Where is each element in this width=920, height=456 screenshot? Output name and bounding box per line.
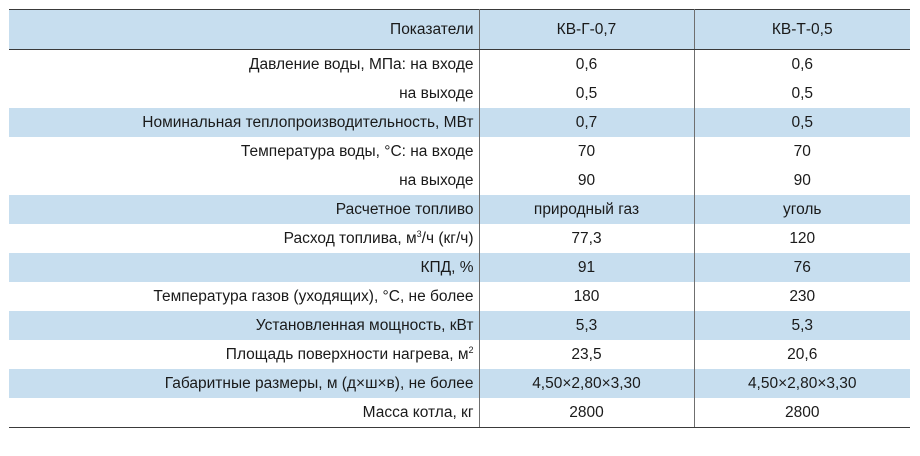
row-label-text: Установленная мощность, кВт — [255, 317, 474, 334]
row-label-suffix: /ч (кг/ч) — [421, 230, 474, 247]
row-label — [9, 79, 479, 108]
row-label-text: Площадь поверхности нагрева, м — [225, 346, 469, 363]
table-row — [9, 398, 910, 428]
cell-kv-t: 0,5 — [791, 85, 814, 102]
cell-kv-t: 4,50×2,80×3,30 — [694, 369, 910, 398]
row-label-text: на выходе — [399, 85, 474, 102]
row-label-text: на выходе — [399, 172, 474, 189]
row-label — [9, 137, 479, 166]
header-kv-t: КВ-Т-0,5 — [694, 10, 910, 50]
row-label — [9, 108, 479, 137]
cell-kv-g: 70 — [479, 137, 694, 166]
table-row — [9, 224, 910, 253]
table-row — [9, 340, 910, 369]
row-label — [9, 369, 479, 398]
row-label — [9, 166, 479, 195]
cell-kv-g: 0,6 — [479, 50, 694, 80]
cell-kv-t: 2800 — [694, 398, 910, 428]
cell-kv-t: 5,3 — [694, 311, 910, 340]
header-parameter: Показатели — [9, 10, 479, 50]
row-label-text: Давление воды, МПа: на входе — [249, 56, 474, 73]
row-label — [9, 311, 479, 340]
cell-kv-g: 90 — [479, 166, 694, 195]
table-row — [9, 137, 910, 166]
boiler-spec-table — [9, 9, 910, 428]
table-row — [9, 282, 910, 311]
header-kv-g: КВ-Г-0,7 — [479, 10, 694, 50]
table-row — [9, 195, 910, 224]
cell-kv-g: 23,5 — [479, 340, 694, 369]
table-row — [9, 108, 910, 137]
table-row — [9, 253, 910, 282]
cell-kv-t: 20,6 — [787, 346, 818, 363]
row-label-text: Расчетное топливо — [335, 201, 474, 218]
row-label — [9, 340, 479, 369]
row-label — [9, 195, 479, 224]
cell-kv-g: 77,3 — [479, 224, 694, 253]
cell-kv-g: природный газ — [479, 195, 694, 224]
row-label-superscript: 2 — [468, 345, 474, 355]
cell-kv-g: 180 — [479, 282, 694, 311]
cell-kv-g: 2800 — [479, 398, 694, 428]
cell-kv-t: 76 — [694, 253, 910, 282]
cell-kv-g: 0,5 — [479, 79, 694, 108]
row-label — [9, 253, 479, 282]
cell-kv-t: 90 — [793, 172, 811, 189]
row-label-text: Масса котла, кг — [362, 404, 474, 421]
cell-kv-t: 120 — [789, 230, 816, 247]
row-label-text: Температура газов (уходящих), °С, не более — [153, 288, 474, 305]
cell-kv-g: 91 — [479, 253, 694, 282]
cell-kv-g: 5,3 — [479, 311, 694, 340]
row-label-text: Номинальная теплопроизводительность, МВт — [142, 114, 474, 131]
cell-kv-t: уголь — [694, 195, 910, 224]
cell-kv-t: 230 — [789, 288, 816, 305]
row-label-text: Габаритные размеры, м (д×ш×в), не более — [164, 375, 474, 392]
row-label — [9, 398, 479, 428]
table-row — [9, 311, 910, 340]
row-label — [9, 50, 479, 80]
table-row — [9, 369, 910, 398]
cell-kv-g: 0,7 — [479, 108, 694, 137]
spec-table-container — [9, 9, 910, 451]
row-label-superscript: 3 — [416, 229, 422, 239]
row-label-text: Расход топлива, м — [283, 230, 417, 247]
cell-kv-t: 70 — [793, 143, 811, 160]
table-row — [9, 50, 910, 80]
row-label-text: Температура воды, °С: на входе — [240, 143, 474, 160]
table-row — [9, 166, 910, 195]
cell-kv-t: 0,5 — [694, 108, 910, 137]
cell-kv-g: 4,50×2,80×3,30 — [479, 369, 694, 398]
header-row — [9, 10, 910, 50]
table-body — [9, 50, 910, 428]
row-label — [9, 224, 479, 253]
table-row — [9, 79, 910, 108]
row-label-text: КПД, % — [420, 259, 474, 276]
cell-kv-t: 0,6 — [791, 56, 814, 73]
row-label — [9, 282, 479, 311]
